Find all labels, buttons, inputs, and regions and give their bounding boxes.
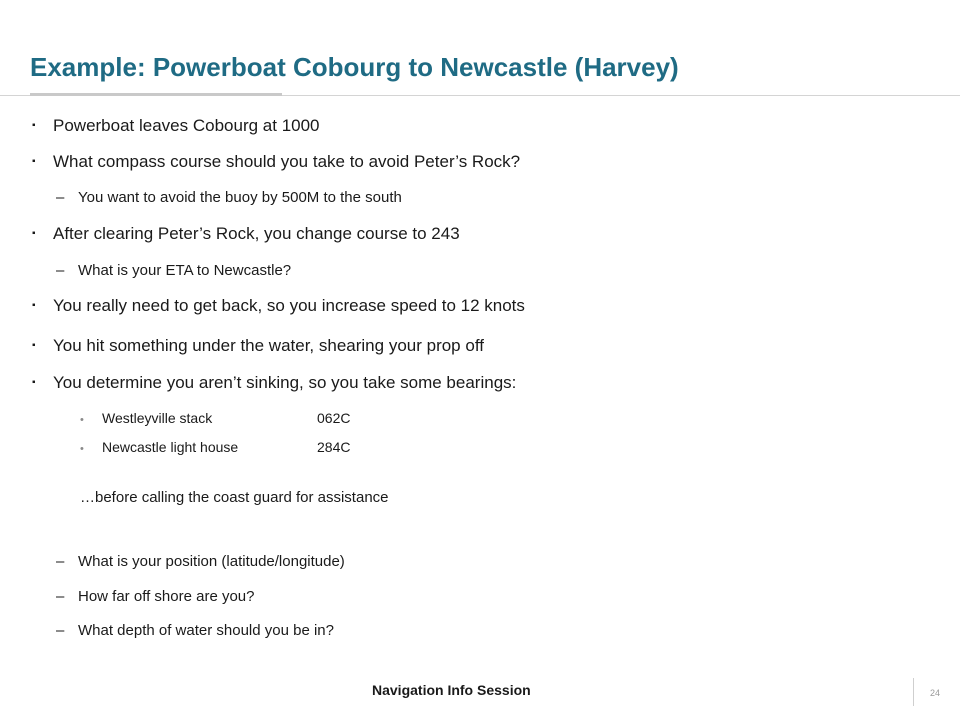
bullet-text: What is your ETA to Newcastle? <box>78 262 292 279</box>
sub-bullet-item <box>56 553 345 570</box>
bullet-text: After clearing Peter’s Rock, you change course to 243 <box>53 224 460 243</box>
bullet-text: You really need to get back, so you increase speed to 12 knots <box>53 296 525 315</box>
bullet-text: What is your position (latitude/longitude) <box>78 553 345 570</box>
bearing-landmark: Westleyville stack <box>102 410 213 426</box>
bearing-value: 062C <box>317 410 351 426</box>
bullet-item <box>32 116 320 136</box>
footer-label: Navigation Info Session <box>372 682 531 698</box>
title-accent-bar <box>30 93 282 96</box>
bullet-item <box>32 296 525 316</box>
footer-divider <box>913 678 914 706</box>
dot-bullet-icon: • <box>80 414 84 426</box>
square-bullet-icon: ▪ <box>32 228 36 239</box>
bearing-item <box>80 410 350 426</box>
square-bullet-icon: ▪ <box>32 377 36 388</box>
bearing-value: 284C <box>317 439 351 455</box>
bullet-text: What depth of water should you be in? <box>78 622 334 639</box>
slide-title: Example: Powerboat Cobourg to Newcastle (Harvey) <box>30 52 679 82</box>
bullet-text: What compass course should you take to avoid Peter’s Rock? <box>53 152 521 171</box>
dash-bullet-icon: – <box>56 262 65 279</box>
sub-bullet-item <box>56 189 402 206</box>
dash-bullet-icon: – <box>56 553 65 570</box>
sub-bullet-item <box>56 262 291 279</box>
dash-bullet-icon: – <box>56 189 65 206</box>
dash-bullet-icon: – <box>56 588 65 605</box>
sub-bullet-item <box>56 622 334 639</box>
bullet-item <box>32 373 516 393</box>
square-bullet-icon: ▪ <box>32 120 36 131</box>
bearing-landmark: Newcastle light house <box>102 439 239 455</box>
bullet-item <box>32 224 460 244</box>
bullet-text: You hit something under the water, shearing your prop off <box>53 336 484 355</box>
bullet-text: Powerboat leaves Cobourg at 1000 <box>53 116 320 135</box>
note-text: …before calling the coast guard for assistance <box>80 489 389 506</box>
bearing-item <box>80 439 350 455</box>
bullet-item <box>32 152 520 172</box>
square-bullet-icon: ▪ <box>32 300 36 311</box>
sub-bullet-item <box>56 588 254 605</box>
square-bullet-icon: ▪ <box>32 156 36 167</box>
square-bullet-icon: ▪ <box>32 340 36 351</box>
page-number: 24 <box>930 688 941 698</box>
bullet-text: How far off shore are you? <box>78 588 255 605</box>
bullet-text: You want to avoid the buoy by 500M to the south <box>78 189 402 206</box>
bullet-item <box>32 336 484 356</box>
dash-bullet-icon: – <box>56 622 65 639</box>
bullet-text: You determine you aren’t sinking, so you take some bearings: <box>53 373 517 392</box>
dot-bullet-icon: • <box>80 443 84 455</box>
